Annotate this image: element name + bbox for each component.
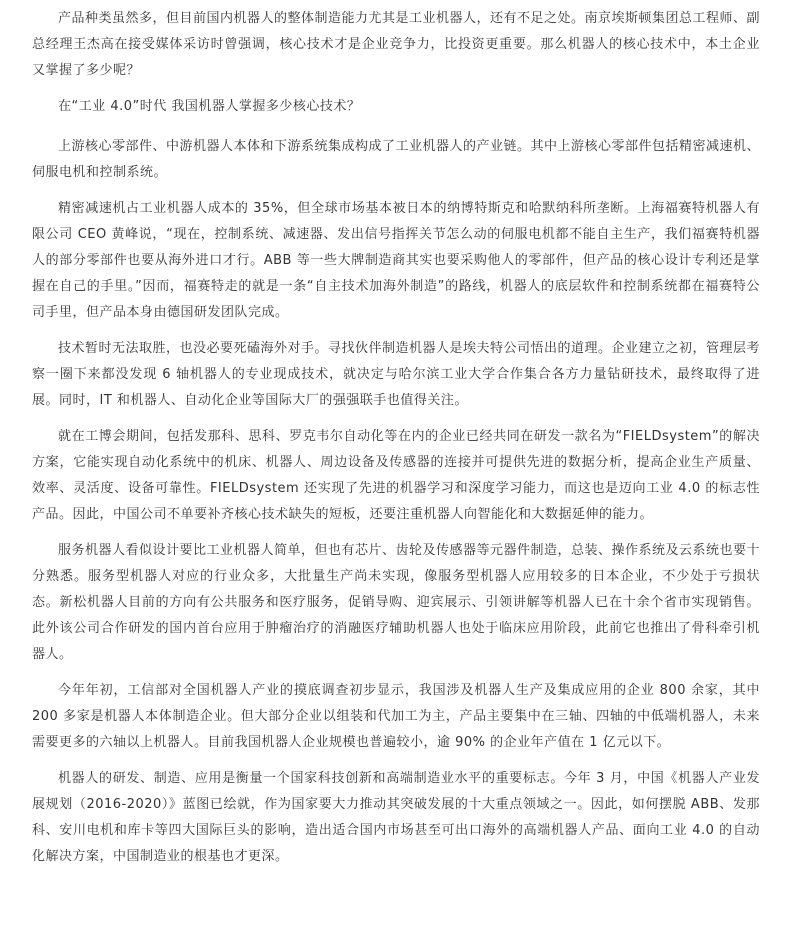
paragraph-intro: 产品种类虽然多，但目前国内机器人的整体制造能力尤其是工业机器人，还有不足之处。南京埃斯顿集团总工程师、副总经理王杰高在接受媒体采访时曾强调，核心技术才是企业竞争力，比投资更重要。那么机器人的核心技术中，本土企业又掌握了多少呢？ <box>32 11 761 78</box>
paragraph-reducer: 精密减速机占工业机器人成本的 35%，但全球市场基本被日本的纳博特斯克和哈默纳科所垄断。上海福赛特机器人有限公司 CEO 黄峰说，“现在，控制系统、减速器、发出信号指挥关节怎么动的伺服电机都不能自主生产，我们福赛特机器人的部分零部件也要从海外进口才行。ABB 等一些大牌制造商其实也要采购他人的零部件，但产品的核心设计专利还是掌握在自己的手里。”因而，福赛特走的就是一条“自主技术加海外制造”的路线，机器人的底层软件和控制系统都在福赛特公司手里，但产品本身由德国研发团队完成。 <box>32 201 760 320</box>
paragraph-industry-chain: 上游核心零部件、中游机器人本体和下游系统集成构成了工业机器人的产业链。其中上游核心零部件包括精密减速机、伺服电机和控制系统。 <box>32 139 761 180</box>
section-heading: 在“工业 4.0”时代 我国机器人掌握多少核心技术？ <box>58 99 361 114</box>
paragraph-survey: 今年年初，工信部对全国机器人产业的摸底调查初步显示，我国涉及机器人生产及集成应用的企业 800 余家，其中 200 多家是机器人本体制造企业。但大部分企业以组装和代加工为主，产品主要集中在三轴、四轴的中低端机器人，未来需要更多的六轴以上机器人。目前我国机器人企业规模也普遍较小，逾 90% 的企业年产值在 1 亿元以下。 <box>32 683 760 750</box>
paragraph-service-robots: 服务机器人看似设计要比工业机器人简单，但也有芯片、齿轮及传感器等元器件制造，总装、操作系统及云系统也要十分熟悉。服务型机器人对应的行业众多，大批量生产尚未实现，像服务型机器人应用较多的日本企业，不少处于亏损状态。新松机器人目前的方向有公共服务和医疗服务，促销导购、迎宾展示、引领讲解等机器人已在十余个省市实现销售。此外该公司合作研发的国内首台应用于肿瘤治疗的消融医疗辅助机器人也处于临床应用阶段，此前它也推出了骨科牵引机器人。 <box>32 543 761 662</box>
paragraph-conclusion: 机器人的研发、制造、应用是衡量一个国家科技创新和高端制造业水平的重要标志。今年 3 月，中国《机器人产业发展规划（2016-2020）》蓝图已绘就，作为国家要大力推动其突破发展的十大重点领域之一。因此，如何摆脱 ABB、发那科、安川电机和库卡等四大国际巨头的影响，造出适合国内市场甚至可出口海外的高端机器人产品、面向工业 4.0 的自动化解决方案，中国制造业的根基也才更深。 <box>32 771 760 864</box>
paragraph-fieldsystem: 就在工博会期间，包括发那科、思科、罗克韦尔自动化等在内的企业已经共同在研发一款名为“FIELDsystem”的解决方案，它能实现自动化系统中的机床、机器人、周边设备及传感器的连接并可提供先进的数据分析，提高企业生产质量、效率、灵活度、设备可靠性。FIELDsystem 还实现了先进的机器学习和深度学习能力，而这也是迈向工业 4.0 的标志性产品。因此，中国公司不单要补齐核心技术缺失的短板，还要注重机器人向智能化和大数据延伸的能力。 <box>32 429 760 522</box>
paragraph-partnership: 技术暂时无法取胜，也没必要死磕海外对手。寻找伙伴制造机器人是埃夫特公司悟出的道理。企业建立之初，管理层考察一圈下来都没发现 6 轴机器人的专业现成技术，就决定与哈尔滨工业大学合作集合各方力量钻研技术，最终取得了进展。同时，IT 和机器人、自动化企业等国际大厂的强强联手也值得关注。 <box>32 341 761 408</box>
